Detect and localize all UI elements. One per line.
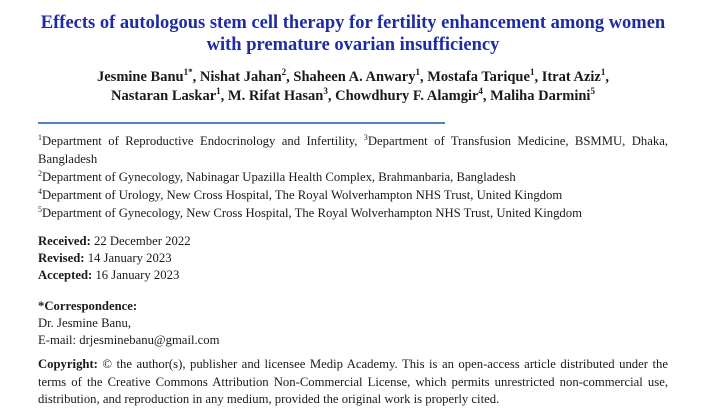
author-superscript: 1	[600, 67, 606, 78]
affiliation-superscript: 3	[363, 133, 368, 143]
author: Maliha Darmini$^5$	[490, 86, 595, 105]
affiliation-superscript: 1	[38, 133, 42, 143]
author: Mostafa Tarique$^1$,	[427, 67, 539, 86]
date-label: Received:	[38, 234, 91, 249]
author: M. Rifat Hasan$^3$,	[227, 86, 332, 105]
affiliation-line: $^2$Department of Gynecology, Nabinagar Upazilla Health Complex, Brahmanbaria, Bangladesh	[38, 169, 516, 185]
date-line: Revised: 14 January 2023	[38, 251, 172, 266]
affiliation-line: $^1$Department of Reproductive Endocrinology and Infertility, $^3$Department of Transfusion Medicine, BSMMU, Dhaka, Bangladesh	[38, 133, 669, 167]
author: Itrat Aziz$^1$,	[541, 67, 609, 86]
affiliation-superscript: 4	[38, 187, 42, 197]
article-title: Effects of autologous stem cell therapy for fertility enhancement among women with premature ovarian insufficiency	[40, 13, 666, 56]
author-superscript: 1	[529, 67, 535, 78]
affiliations-block	[38, 132, 668, 222]
copyright-paragraph	[38, 356, 668, 408]
author: Nishat Jahan$^2$,	[199, 67, 290, 86]
author: Shaheen A. Anwary$^1$,	[293, 67, 424, 86]
author-line	[38, 68, 668, 87]
author-superscript: 5	[590, 86, 595, 97]
divider-rule	[38, 122, 445, 124]
author-superscript: 1	[415, 67, 420, 78]
author: Nastaran Laskar$^1$,	[111, 86, 225, 105]
author-superscript: 3	[323, 86, 328, 97]
date-label: Revised:	[38, 251, 85, 266]
correspondence-line: Dr. Jesmine Banu,	[38, 316, 132, 331]
author-superscript: 1*	[183, 67, 193, 78]
date-line: Received: 22 December 2022	[38, 234, 191, 249]
correspondence-heading: *Correspondence:	[38, 299, 138, 314]
affiliation-line: $^4$Department of Urology, New Cross Hospital, The Royal Wolverhampton NHS Trust, United Kingdom	[38, 187, 563, 203]
correspondence-lines	[38, 315, 668, 349]
author-lines	[38, 68, 668, 106]
date-line: Accepted: 16 January 2023	[38, 268, 180, 283]
author-superscript: 1	[216, 86, 221, 97]
affiliation-line: $^5$Department of Gynecology, New Cross Hospital, The Royal Wolverhampton NHS Trust, United Kingdom	[38, 205, 582, 221]
affiliation-superscript: 2	[38, 169, 42, 179]
correspondence-line: E-mail: drjesminebanu@gmail.com	[38, 333, 220, 348]
author: Jesmine Banu$^{1*}$,	[96, 67, 197, 86]
author-line	[38, 87, 668, 106]
dates-block	[38, 233, 668, 284]
author-superscript: 4	[478, 86, 483, 97]
correspondence-block	[38, 298, 668, 349]
author-superscript: 2	[281, 67, 287, 78]
author: Chowdhury F. Alamgir$^4$,	[335, 86, 487, 105]
affiliation-superscript: 5	[38, 205, 42, 215]
date-label: Accepted:	[38, 268, 93, 283]
copyright-text: © the author(s), publisher and licensee Medip Academy. This is an open-access article distributed under the terms of the Creative Commons Attribution Non-Commercial License, which permits unrestricted non-commercial use, distribution, and reproduction in any medium, provided the original work is properly cited.	[38, 357, 668, 406]
copyright-label: Copyright:	[38, 357, 98, 372]
